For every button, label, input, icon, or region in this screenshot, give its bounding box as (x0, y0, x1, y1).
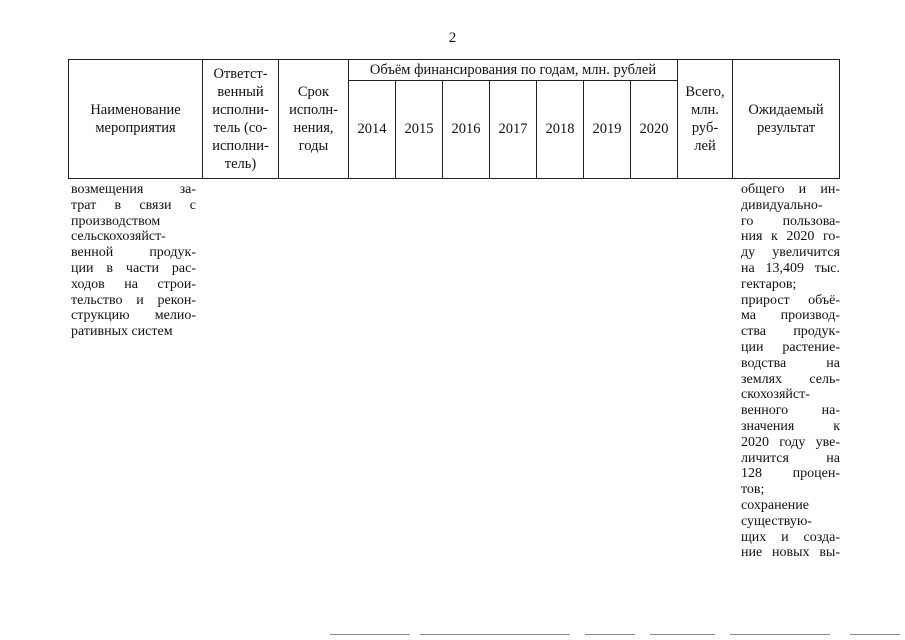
header-responsible-line: тель (со- (213, 120, 268, 136)
text-line: го пользова- (741, 213, 840, 229)
header-year-cell: 2019 (584, 81, 631, 179)
text-line: прирост объё- (741, 292, 840, 308)
text-line: общего и ин- (741, 182, 840, 197)
header-year-cell: 2018 (537, 81, 584, 179)
header-responsible-line: исполни- (212, 101, 269, 118)
header-term-cell (279, 60, 349, 179)
text-line: щих и созда- (741, 529, 840, 545)
text-line: возмещения за- (71, 182, 196, 197)
text-line: тов; (741, 482, 765, 498)
text-line: дивидуально- (741, 197, 823, 213)
text-line: ства продук- (741, 324, 840, 340)
header-result-line: результат (756, 120, 816, 136)
text-line: значения к (741, 418, 840, 434)
header-responsible-line: венный (217, 83, 264, 100)
header-term-line: Срок (297, 83, 330, 100)
header-funding-title: Объём финансирования по годам, млн. рублей (349, 60, 678, 81)
header-table (68, 59, 840, 179)
header-name-line: Наименование (90, 101, 181, 118)
header-year-cell: 2016 (443, 81, 490, 179)
text-line: водства на (741, 355, 840, 371)
text-line: ции в части рас- (71, 260, 196, 276)
text-line: ма производ- (741, 308, 840, 324)
text-line: производством (71, 213, 161, 229)
header-total-line: Всего, (685, 83, 725, 100)
header-year-cell: 2020 (631, 81, 678, 179)
text-line: ние новых вы- (741, 545, 840, 561)
header-term-line: исполн- (289, 101, 338, 118)
header-term-line: нения, (293, 120, 334, 136)
text-line: существую- (741, 513, 812, 529)
text-line: ду увеличится (741, 245, 840, 261)
header-result-cell (733, 60, 840, 179)
text-line: тельство и рекон- (71, 292, 196, 308)
expected-result-continuation (741, 182, 840, 561)
text-line: гектаров; (741, 276, 797, 292)
text-line: землях сель- (741, 371, 840, 387)
page-bottom-rule (330, 634, 905, 636)
header-responsible-line: тель) (224, 156, 257, 173)
text-line: ходов на строи- (71, 276, 196, 292)
header-total-cell (678, 60, 733, 179)
header-year-cell: 2017 (490, 81, 537, 179)
text-line: 2020 году уве- (741, 434, 840, 450)
text-line: трат в связи с (71, 197, 196, 213)
text-line: сельскохозяйст- (71, 229, 166, 245)
text-line: на 13,409 тыс. (741, 260, 840, 276)
header-responsible-line: исполни- (212, 138, 269, 155)
text-line: личится на (741, 450, 840, 466)
header-result-line: Ожидаемый (748, 101, 824, 118)
text-line: ния к 2020 го- (741, 229, 840, 245)
header-total-line: млн. (691, 101, 719, 118)
header-year-cell: 2015 (396, 81, 443, 179)
header-term-line: годы (298, 138, 329, 155)
header-responsible-cell (203, 60, 279, 179)
header-year-cell: 2014 (349, 81, 396, 179)
header-total-line: руб- (691, 120, 719, 136)
text-line: ции растение- (741, 339, 840, 355)
text-line: венной продук- (71, 245, 196, 261)
header-total-line: лей (694, 138, 716, 155)
text-line: скохозяйст- (741, 387, 810, 403)
header-name-line: мероприятия (95, 120, 176, 136)
header-name-cell (69, 60, 203, 179)
header-responsible-line: Ответст- (213, 65, 268, 82)
page-number: 2 (448, 30, 457, 46)
text-line: ративных систем (71, 324, 173, 340)
activity-name-continuation (71, 182, 196, 340)
text-line: струкцию мелио- (71, 308, 196, 324)
text-line: сохранение (741, 497, 809, 513)
text-line: венного на- (741, 403, 840, 419)
text-line: 128 процен- (741, 466, 840, 482)
